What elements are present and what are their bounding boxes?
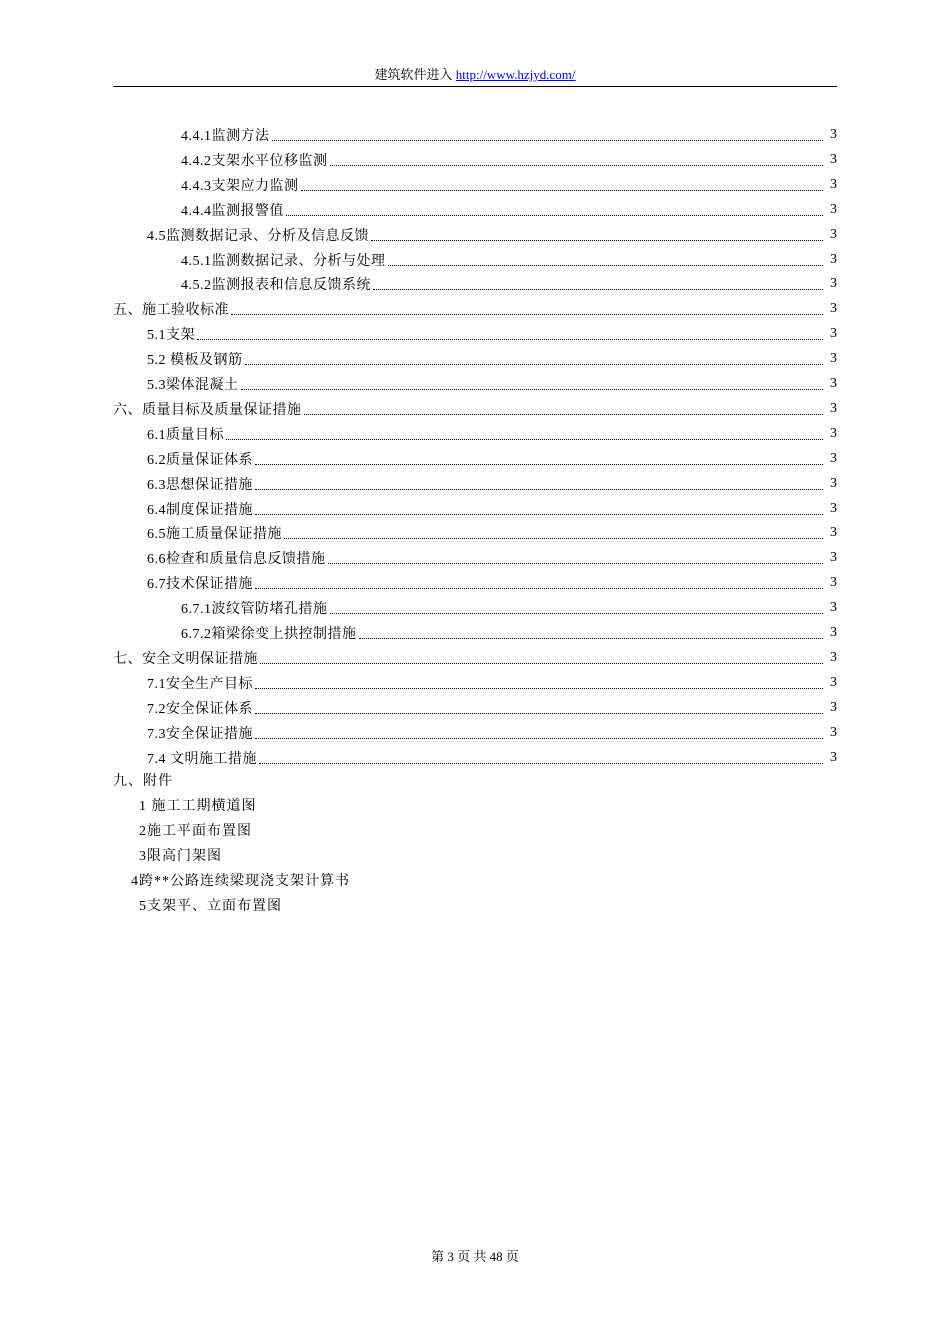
toc-entry[interactable] <box>0 646 950 670</box>
toc-page-number: 3 <box>830 500 837 516</box>
toc-leader-dots <box>284 537 823 539</box>
toc-leader-dots <box>255 737 823 739</box>
header-text: 建筑软件进入 <box>374 67 456 82</box>
toc-entry[interactable] <box>0 397 950 421</box>
toc-page-number: 3 <box>830 425 837 441</box>
toc-entry-title: 6.7.2箱梁徐变上拱控制措施 <box>181 627 357 642</box>
toc-page-number: 3 <box>830 251 837 267</box>
toc-entry[interactable] <box>0 248 950 272</box>
toc-leader-dots <box>330 164 824 166</box>
toc-page-number: 3 <box>830 151 837 167</box>
toc-leader-dots <box>259 762 823 764</box>
toc-entry[interactable] <box>0 347 950 371</box>
appendix-item: 3限高门架图 <box>139 849 222 865</box>
toc-entry-title: 6.6检查和质量信息反馈措施 <box>147 552 326 568</box>
toc-entry[interactable] <box>0 696 950 720</box>
page-footer: 第 3 页 共 48 页 <box>431 1249 519 1264</box>
toc-page-number: 3 <box>830 674 837 690</box>
toc-leader-dots <box>371 239 823 241</box>
toc-page-number: 3 <box>830 724 837 740</box>
toc-leader-dots <box>328 562 824 564</box>
toc-entry-title: 6.5施工质量保证措施 <box>147 527 282 543</box>
toc-leader-dots <box>255 463 823 465</box>
toc-entry[interactable] <box>0 422 950 446</box>
toc-entry-title: 6.4制度保证措施 <box>147 502 253 518</box>
toc-leader-dots <box>255 513 823 515</box>
toc-entry-title: 6.3思想保证措施 <box>147 477 253 493</box>
toc-entry[interactable] <box>0 272 950 296</box>
toc-entry-title: 4.5.2监测报表和信息反馈系统 <box>181 278 371 294</box>
appendix-item: 5支架平、立面布置图 <box>139 898 282 914</box>
appendix-title: 九、附件 <box>113 774 173 790</box>
toc-leader-dots <box>359 637 824 639</box>
toc-entry-title: 4.4.4监测报警值 <box>181 203 284 219</box>
toc-page-number: 3 <box>830 301 837 317</box>
page-header <box>113 66 837 87</box>
toc-entry[interactable] <box>0 372 950 396</box>
toc-page-number: 3 <box>830 649 837 665</box>
toc-entry-title: 6.1质量目标 <box>147 427 224 443</box>
toc-entry[interactable] <box>0 123 950 147</box>
toc-entry[interactable] <box>0 223 950 247</box>
toc-leader-dots <box>388 264 824 266</box>
toc-leader-dots <box>373 288 823 290</box>
toc-leader-dots <box>301 189 824 191</box>
toc-page-number: 3 <box>830 600 837 616</box>
toc-leader-dots <box>255 712 823 714</box>
appendix-item: 2施工平面布置图 <box>139 824 252 840</box>
toc-page-number: 3 <box>830 176 837 192</box>
toc-leader-dots <box>255 687 823 689</box>
toc-entry[interactable] <box>0 148 950 172</box>
toc-leader-dots <box>260 662 823 664</box>
toc-entry[interactable] <box>0 297 950 321</box>
toc-entry[interactable] <box>0 671 950 695</box>
toc-leader-dots <box>241 388 824 390</box>
toc-leader-dots <box>330 612 824 614</box>
toc-leader-dots <box>272 139 824 141</box>
toc-page-number: 3 <box>830 276 837 292</box>
toc-entry-title: 5.2 模板及钢筋 <box>147 353 243 369</box>
toc-leader-dots <box>226 438 823 440</box>
toc-leader-dots <box>304 413 824 415</box>
toc-entry[interactable] <box>0 472 950 496</box>
toc-page-number: 3 <box>830 400 837 416</box>
toc-entry-title: 7.3安全保证措施 <box>147 726 253 742</box>
appendix-item: 1 施工工期横道图 <box>139 799 257 815</box>
toc-page-number: 3 <box>830 127 837 142</box>
toc-leader-dots <box>231 313 823 315</box>
toc-entry[interactable] <box>0 322 950 346</box>
toc-entry-title: 6.7.1波纹管防堵孔措施 <box>181 602 328 618</box>
toc-entry-title: 4.5监测数据记录、分析及信息反馈 <box>147 228 369 244</box>
toc-leader-dots <box>245 363 824 365</box>
toc-leader-dots <box>255 488 823 490</box>
toc-entry-title: 6.2质量保证体系 <box>147 452 253 468</box>
toc-page-number: 3 <box>830 749 837 765</box>
toc-page-number: 3 <box>830 575 837 591</box>
toc-entry-title: 5.1支架 <box>147 328 195 344</box>
toc-entry[interactable] <box>0 447 950 471</box>
toc-entry-title: 6.7技术保证措施 <box>147 577 253 593</box>
toc-entry-title: 4.4.2支架水平位移监测 <box>181 153 328 169</box>
toc-entry[interactable] <box>0 546 950 570</box>
toc-page-number: 3 <box>830 475 837 491</box>
toc-page-number: 3 <box>830 625 837 640</box>
toc-entry-title: 4.4.3支架应力监测 <box>181 178 299 194</box>
toc-entry[interactable] <box>0 521 950 545</box>
toc-entry[interactable] <box>0 746 950 770</box>
toc-entry[interactable] <box>0 198 950 222</box>
toc-page-number: 3 <box>830 550 837 566</box>
appendix-item: 4跨**公路连续梁现浇支架计算书 <box>131 874 350 889</box>
toc-entry[interactable] <box>0 596 950 620</box>
toc-leader-dots <box>255 587 823 589</box>
toc-page-number: 3 <box>830 226 837 242</box>
header-link[interactable]: http://www.hzjyd.com/ <box>455 67 576 82</box>
toc-page-number: 3 <box>830 376 837 391</box>
toc-entry-title: 五、施工验收标准 <box>113 303 229 319</box>
toc-entry[interactable] <box>0 173 950 197</box>
toc-entry-title: 七、安全文明保证措施 <box>113 651 258 667</box>
toc-entry-title: 5.3梁体混凝土 <box>147 378 239 393</box>
toc-entry-title: 4.4.1监测方法 <box>181 129 270 144</box>
toc-page-number: 3 <box>830 525 837 541</box>
toc-entry-title: 4.5.1监测数据记录、分析与处理 <box>181 253 386 269</box>
toc-leader-dots <box>286 214 823 216</box>
toc-page-number: 3 <box>830 351 837 367</box>
toc-page-number: 3 <box>830 201 837 217</box>
toc-entry[interactable] <box>0 721 950 745</box>
toc-entry[interactable] <box>0 571 950 595</box>
toc-entry-title: 7.1安全生产目标 <box>147 676 253 692</box>
toc-page-number: 3 <box>830 326 837 342</box>
toc-leader-dots <box>197 338 823 340</box>
toc-page-number: 3 <box>830 450 837 466</box>
toc-entry[interactable] <box>0 497 950 521</box>
toc-page-number: 3 <box>830 699 837 715</box>
toc-entry[interactable] <box>0 621 950 645</box>
toc-entry-title: 7.4 文明施工措施 <box>147 751 257 767</box>
toc-entry-title: 7.2安全保证体系 <box>147 701 253 717</box>
toc-entry-title: 六、质量目标及质量保证措施 <box>113 402 302 418</box>
